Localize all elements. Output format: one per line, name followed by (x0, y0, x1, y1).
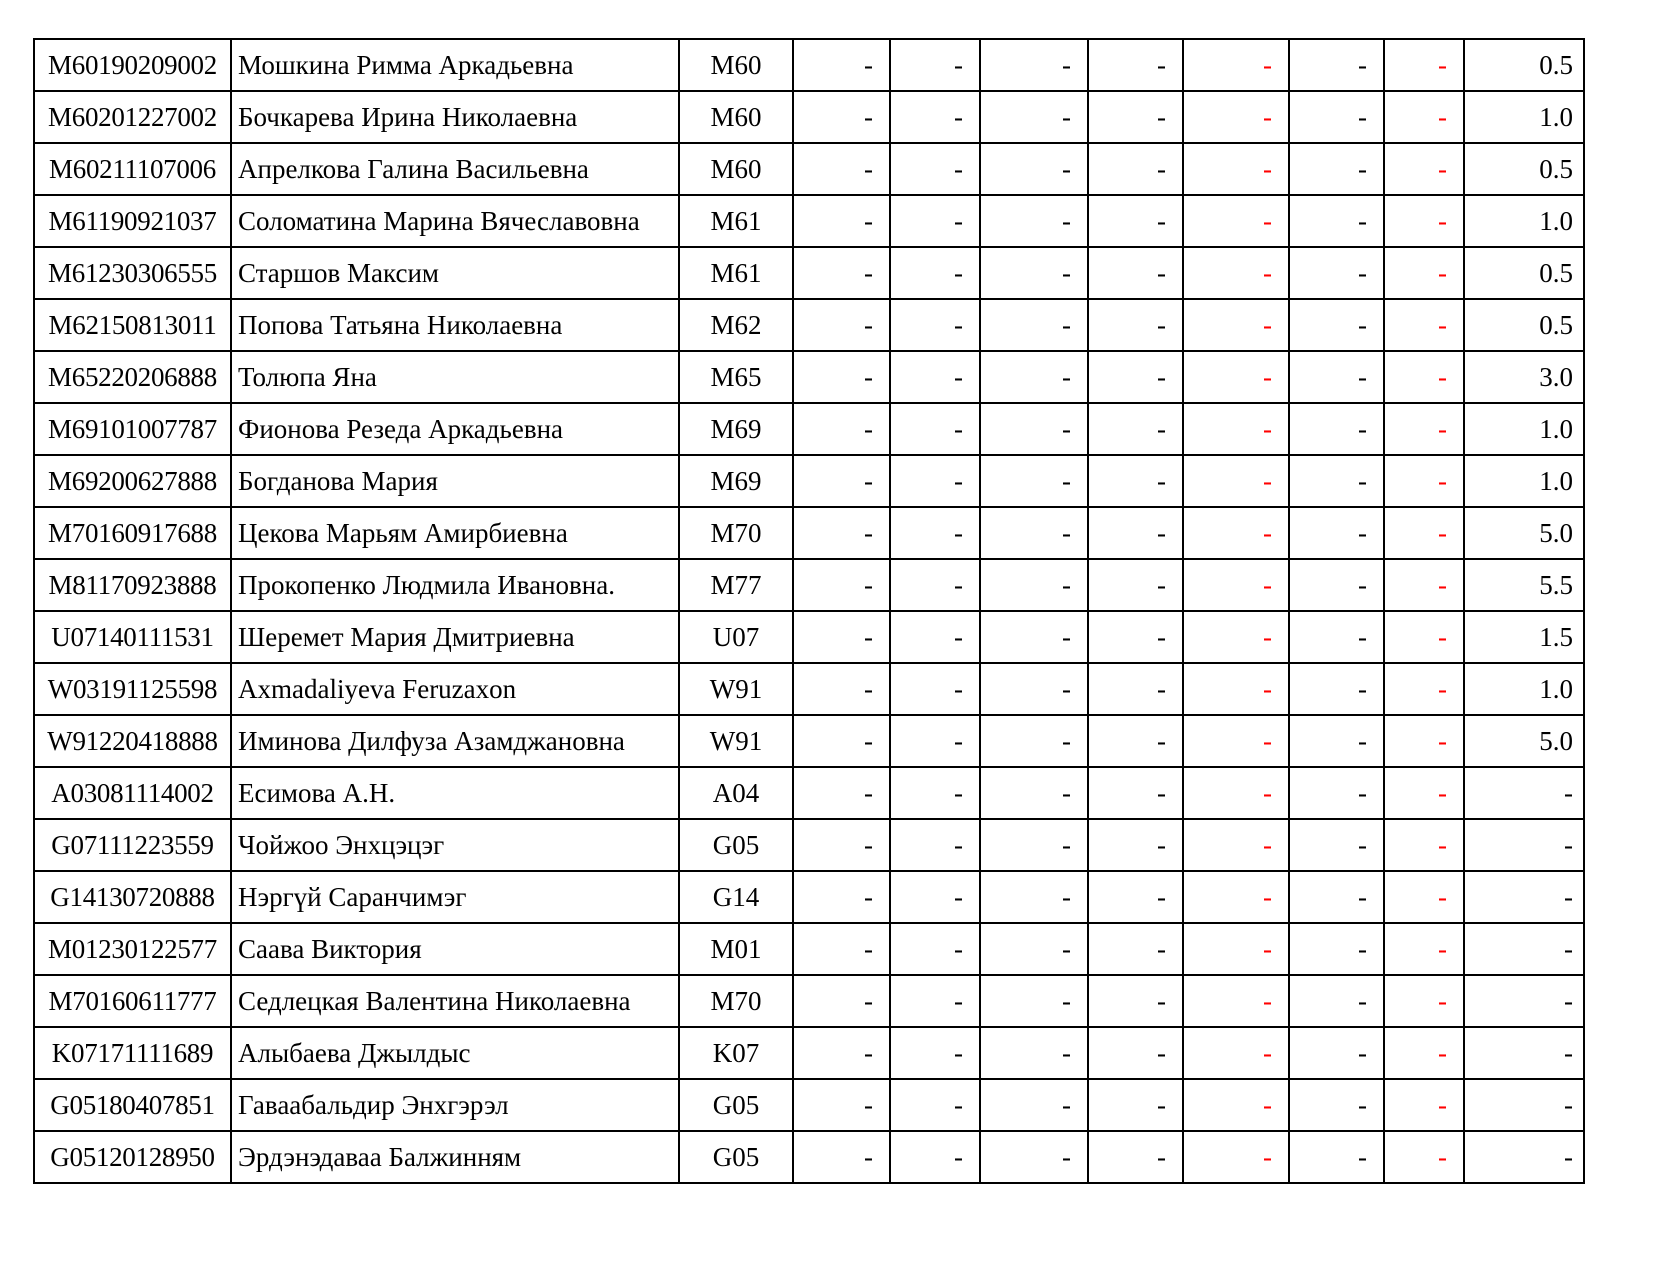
score-cell: - (793, 1079, 890, 1131)
score-cell: - (1384, 1027, 1464, 1079)
participant-name-cell: Гаваабальдир Энхгэрэл (231, 1079, 679, 1131)
score-cell: - (890, 195, 980, 247)
participant-id-cell: G14130720888 (34, 871, 231, 923)
score-cell: - (1289, 559, 1384, 611)
score-cell: - (1088, 715, 1183, 767)
table-row (34, 195, 1584, 247)
score-cell: - (1289, 195, 1384, 247)
score-cell: - (1384, 767, 1464, 819)
total-value-cell: 1.0 (1464, 91, 1584, 143)
score-cell: - (1384, 975, 1464, 1027)
score-cell: - (1289, 455, 1384, 507)
table-row (34, 247, 1584, 299)
score-cell: - (793, 299, 890, 351)
score-cell: - (1088, 663, 1183, 715)
group-code-cell: M60 (679, 39, 793, 91)
participant-name-cell: Попова Татьяна Николаевна (231, 299, 679, 351)
score-cell: - (793, 1027, 890, 1079)
total-value-cell: - (1464, 1131, 1584, 1183)
score-cell: - (793, 455, 890, 507)
score-cell: - (1384, 1079, 1464, 1131)
participant-id-cell: U07140111531 (34, 611, 231, 663)
total-value-cell: 0.5 (1464, 247, 1584, 299)
score-cell: - (1183, 507, 1289, 559)
score-cell: - (980, 507, 1088, 559)
participant-name-cell: Саава Виктория (231, 923, 679, 975)
score-cell: - (1183, 923, 1289, 975)
score-cell: - (980, 91, 1088, 143)
table-row (34, 39, 1584, 91)
score-cell: - (980, 195, 1088, 247)
participant-name-cell: Эрдэнэдаваа Балжинням (231, 1131, 679, 1183)
score-cell: - (980, 975, 1088, 1027)
score-cell: - (1088, 455, 1183, 507)
score-cell: - (793, 923, 890, 975)
score-cell: - (1088, 1027, 1183, 1079)
table-row (34, 663, 1584, 715)
total-value-cell: 1.0 (1464, 195, 1584, 247)
score-cell: - (1384, 871, 1464, 923)
participant-name-cell: Axmadaliyeva Feruzaxon (231, 663, 679, 715)
score-cell: - (980, 767, 1088, 819)
total-value-cell: 3.0 (1464, 351, 1584, 403)
score-cell: - (1384, 455, 1464, 507)
score-cell: - (1289, 923, 1384, 975)
participant-name-cell: Есимова А.Н. (231, 767, 679, 819)
group-code-cell: M70 (679, 507, 793, 559)
participant-name-cell: Алыбаева Джылдыс (231, 1027, 679, 1079)
group-code-cell: G05 (679, 1131, 793, 1183)
table-row (34, 455, 1584, 507)
score-cell: - (1183, 611, 1289, 663)
score-cell: - (1183, 1131, 1289, 1183)
score-cell: - (1183, 299, 1289, 351)
score-cell: - (793, 195, 890, 247)
score-cell: - (1088, 351, 1183, 403)
participant-name-cell: Цекова Марьям Амирбиевна (231, 507, 679, 559)
participant-name-cell: Прокопенко Людмила Ивановна. (231, 559, 679, 611)
score-cell: - (1384, 663, 1464, 715)
score-cell: - (1088, 507, 1183, 559)
score-cell: - (1088, 611, 1183, 663)
group-code-cell: M70 (679, 975, 793, 1027)
group-code-cell: G14 (679, 871, 793, 923)
total-value-cell: 1.0 (1464, 455, 1584, 507)
score-cell: - (1384, 403, 1464, 455)
score-cell: - (1088, 1131, 1183, 1183)
participant-id-cell: M61230306555 (34, 247, 231, 299)
participant-id-cell: M69200627888 (34, 455, 231, 507)
table-row (34, 611, 1584, 663)
score-cell: - (1183, 663, 1289, 715)
score-cell: - (890, 975, 980, 1027)
participant-id-cell: G05120128950 (34, 1131, 231, 1183)
participant-id-cell: G05180407851 (34, 1079, 231, 1131)
group-code-cell: A04 (679, 767, 793, 819)
table-row (34, 923, 1584, 975)
score-cell: - (980, 715, 1088, 767)
total-value-cell: - (1464, 767, 1584, 819)
participant-id-cell: M81170923888 (34, 559, 231, 611)
total-value-cell: 5.0 (1464, 507, 1584, 559)
score-cell: - (980, 1131, 1088, 1183)
total-value-cell: - (1464, 1027, 1584, 1079)
score-cell: - (1183, 1079, 1289, 1131)
table-row (34, 1131, 1584, 1183)
score-cell: - (793, 39, 890, 91)
score-cell: - (890, 871, 980, 923)
table-row (34, 819, 1584, 871)
score-cell: - (1183, 871, 1289, 923)
participant-id-cell: G07111223559 (34, 819, 231, 871)
score-cell: - (1183, 39, 1289, 91)
score-cell: - (980, 299, 1088, 351)
score-cell: - (1183, 403, 1289, 455)
score-cell: - (1088, 299, 1183, 351)
score-cell: - (1183, 351, 1289, 403)
score-cell: - (793, 247, 890, 299)
score-cell: - (1088, 91, 1183, 143)
score-cell: - (1088, 871, 1183, 923)
score-cell: - (1289, 91, 1384, 143)
score-cell: - (793, 975, 890, 1027)
score-cell: - (890, 1079, 980, 1131)
score-cell: - (1289, 299, 1384, 351)
score-cell: - (1183, 1027, 1289, 1079)
score-cell: - (890, 819, 980, 871)
score-cell: - (793, 611, 890, 663)
table-row (34, 715, 1584, 767)
score-cell: - (793, 143, 890, 195)
total-value-cell: 0.5 (1464, 39, 1584, 91)
participant-id-cell: A03081114002 (34, 767, 231, 819)
participant-name-cell: Богданова Мария (231, 455, 679, 507)
score-cell: - (980, 143, 1088, 195)
score-cell: - (1289, 663, 1384, 715)
score-cell: - (793, 559, 890, 611)
participant-id-cell: M01230122577 (34, 923, 231, 975)
participant-name-cell: Бочкарева Ирина Николаевна (231, 91, 679, 143)
score-cell: - (1183, 975, 1289, 1027)
score-cell: - (1088, 923, 1183, 975)
participant-id-cell: M62150813011 (34, 299, 231, 351)
score-cell: - (890, 507, 980, 559)
table-row (34, 1079, 1584, 1131)
score-cell: - (980, 403, 1088, 455)
score-cell: - (890, 923, 980, 975)
score-cell: - (980, 39, 1088, 91)
score-cell: - (1384, 611, 1464, 663)
score-cell: - (793, 403, 890, 455)
table-row (34, 143, 1584, 195)
score-cell: - (793, 507, 890, 559)
score-cell: - (1289, 1131, 1384, 1183)
score-cell: - (890, 351, 980, 403)
table-row (34, 351, 1584, 403)
score-cell: - (1088, 143, 1183, 195)
score-cell: - (1384, 143, 1464, 195)
score-cell: - (793, 871, 890, 923)
score-cell: - (793, 767, 890, 819)
score-cell: - (1384, 559, 1464, 611)
score-cell: - (980, 559, 1088, 611)
score-cell: - (1088, 767, 1183, 819)
score-cell: - (793, 819, 890, 871)
score-cell: - (793, 351, 890, 403)
group-code-cell: M69 (679, 455, 793, 507)
group-code-cell: W91 (679, 715, 793, 767)
score-cell: - (890, 1027, 980, 1079)
score-cell: - (980, 247, 1088, 299)
score-cell: - (1289, 611, 1384, 663)
participant-id-cell: M60201227002 (34, 91, 231, 143)
score-cell: - (980, 871, 1088, 923)
score-cell: - (1289, 767, 1384, 819)
total-value-cell: - (1464, 975, 1584, 1027)
score-cell: - (890, 1131, 980, 1183)
score-cell: - (1183, 455, 1289, 507)
score-cell: - (1384, 91, 1464, 143)
score-cell: - (1183, 195, 1289, 247)
group-code-cell: G05 (679, 1079, 793, 1131)
score-cell: - (1183, 91, 1289, 143)
total-value-cell: 5.0 (1464, 715, 1584, 767)
score-cell: - (793, 1131, 890, 1183)
group-code-cell: U07 (679, 611, 793, 663)
group-code-cell: M61 (679, 247, 793, 299)
score-cell: - (1384, 39, 1464, 91)
score-cell: - (1384, 1131, 1464, 1183)
total-value-cell: - (1464, 819, 1584, 871)
group-code-cell: G05 (679, 819, 793, 871)
participant-id-cell: M70160611777 (34, 975, 231, 1027)
score-cell: - (890, 299, 980, 351)
table-row (34, 871, 1584, 923)
participant-id-cell: M69101007787 (34, 403, 231, 455)
score-cell: - (890, 143, 980, 195)
participant-name-cell: Фионова Резеда Аркадьевна (231, 403, 679, 455)
total-value-cell: 0.5 (1464, 143, 1584, 195)
score-cell: - (1289, 143, 1384, 195)
score-cell: - (890, 91, 980, 143)
score-cell: - (1289, 247, 1384, 299)
score-cell: - (1289, 819, 1384, 871)
score-cell: - (1289, 351, 1384, 403)
score-cell: - (890, 767, 980, 819)
table-row (34, 507, 1584, 559)
score-cell: - (793, 715, 890, 767)
score-cell: - (1384, 819, 1464, 871)
score-cell: - (980, 611, 1088, 663)
score-cell: - (1183, 715, 1289, 767)
participant-name-cell: Иминова Дилфуза Азамджановна (231, 715, 679, 767)
participant-id-cell: M61190921037 (34, 195, 231, 247)
score-cell: - (1289, 507, 1384, 559)
table-row (34, 559, 1584, 611)
score-cell: - (1384, 351, 1464, 403)
table-row (34, 299, 1584, 351)
score-cell: - (1088, 403, 1183, 455)
group-code-cell: M69 (679, 403, 793, 455)
score-cell: - (890, 663, 980, 715)
score-cell: - (1384, 195, 1464, 247)
score-cell: - (980, 1079, 1088, 1131)
score-cell: - (1289, 39, 1384, 91)
total-value-cell: 1.0 (1464, 663, 1584, 715)
participant-name-cell: Апрелкова Галина Васильевна (231, 143, 679, 195)
score-cell: - (1384, 247, 1464, 299)
participant-name-cell: Толюпа Яна (231, 351, 679, 403)
total-value-cell: - (1464, 871, 1584, 923)
table-body (34, 39, 1584, 1183)
score-cell: - (980, 351, 1088, 403)
score-cell: - (1384, 299, 1464, 351)
score-cell: - (793, 91, 890, 143)
score-cell: - (980, 663, 1088, 715)
total-value-cell: 0.5 (1464, 299, 1584, 351)
score-cell: - (890, 403, 980, 455)
group-code-cell: M62 (679, 299, 793, 351)
score-cell: - (1384, 715, 1464, 767)
score-cell: - (1289, 715, 1384, 767)
score-cell: - (1289, 1027, 1384, 1079)
group-code-cell: M60 (679, 143, 793, 195)
score-cell: - (890, 611, 980, 663)
group-code-cell: M61 (679, 195, 793, 247)
participant-id-cell: M60211107006 (34, 143, 231, 195)
group-code-cell: M77 (679, 559, 793, 611)
group-code-cell: M60 (679, 91, 793, 143)
score-cell: - (1183, 559, 1289, 611)
table-row (34, 767, 1584, 819)
participant-name-cell: Мошкина Римма Аркадьевна (231, 39, 679, 91)
score-cell: - (1384, 507, 1464, 559)
group-code-cell: K07 (679, 1027, 793, 1079)
total-value-cell: 1.5 (1464, 611, 1584, 663)
score-cell: - (793, 663, 890, 715)
score-cell: - (890, 247, 980, 299)
score-cell: - (1183, 767, 1289, 819)
participant-name-cell: Нэргүй Саранчимэг (231, 871, 679, 923)
participant-id-cell: W91220418888 (34, 715, 231, 767)
table-row (34, 403, 1584, 455)
total-value-cell: 1.0 (1464, 403, 1584, 455)
score-cell: - (1289, 975, 1384, 1027)
score-cell: - (1088, 975, 1183, 1027)
score-cell: - (980, 455, 1088, 507)
participant-name-cell: Седлецкая Валентина Николаевна (231, 975, 679, 1027)
score-cell: - (890, 559, 980, 611)
score-cell: - (890, 455, 980, 507)
participant-id-cell: K07171111689 (34, 1027, 231, 1079)
participant-id-cell: M70160917688 (34, 507, 231, 559)
score-cell: - (1183, 247, 1289, 299)
score-cell: - (1289, 403, 1384, 455)
score-cell: - (1088, 559, 1183, 611)
table-row (34, 975, 1584, 1027)
score-cell: - (1183, 143, 1289, 195)
group-code-cell: M65 (679, 351, 793, 403)
score-cell: - (1289, 1079, 1384, 1131)
score-cell: - (980, 923, 1088, 975)
participant-name-cell: Старшов Максим (231, 247, 679, 299)
table-row (34, 1027, 1584, 1079)
participant-name-cell: Чойжоо Энхцэцэг (231, 819, 679, 871)
score-cell: - (890, 39, 980, 91)
score-cell: - (1384, 923, 1464, 975)
group-code-cell: M01 (679, 923, 793, 975)
results-table (33, 38, 1585, 1184)
score-cell: - (1088, 1079, 1183, 1131)
participant-name-cell: Соломатина Марина Вячеславовна (231, 195, 679, 247)
table-row (34, 91, 1584, 143)
participant-id-cell: M65220206888 (34, 351, 231, 403)
score-cell: - (980, 819, 1088, 871)
group-code-cell: W91 (679, 663, 793, 715)
score-cell: - (1088, 39, 1183, 91)
participant-id-cell: W03191125598 (34, 663, 231, 715)
score-cell: - (1088, 247, 1183, 299)
score-cell: - (1088, 819, 1183, 871)
total-value-cell: 5.5 (1464, 559, 1584, 611)
total-value-cell: - (1464, 1079, 1584, 1131)
score-cell: - (890, 715, 980, 767)
participant-name-cell: Шеремет Мария Дмитриевна (231, 611, 679, 663)
score-cell: - (1088, 195, 1183, 247)
participant-id-cell: M60190209002 (34, 39, 231, 91)
score-cell: - (1289, 871, 1384, 923)
total-value-cell: - (1464, 923, 1584, 975)
score-cell: - (980, 1027, 1088, 1079)
score-cell: - (1183, 819, 1289, 871)
